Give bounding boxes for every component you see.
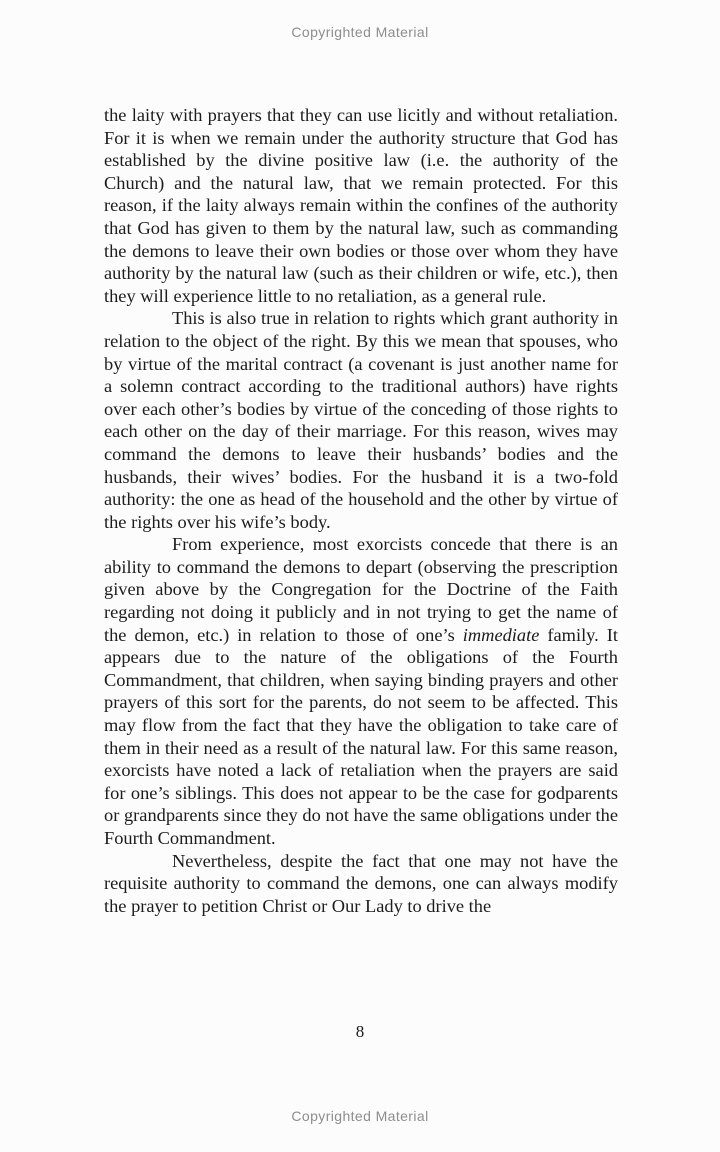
copyright-notice-top: Copyrighted Material — [291, 24, 429, 40]
page-number: 8 — [355, 1022, 365, 1041]
paragraph-3-italic-word: immediate — [462, 624, 540, 645]
paragraph-4: Nevertheless, despite the fact that one may not have the requisite authority to command the demons, one can always modify the prayer to petition Christ or Our Lady to drive the — [104, 850, 618, 916]
copyright-notice-bottom: Copyrighted Material — [291, 1108, 429, 1124]
paragraph-1: the laity with prayers that they can use licitly and without retaliation. For it is when we remain under the authority structure that God has established by the divine positive law (i.e. the authority of the Church) and the natural law, that we remain protected. For this reason, if the laity always remain within the confines of the authority that God has given to them by the natural law, such as commanding the demons to leave their own bodies or those over whom they have authority by the natural law (such as their children or wife, etc.), then they will experience little to no retaliation, as a general rule. — [104, 105, 618, 306]
paragraph-3-text-after-italic: family. It appears due to the nature of the obligations of the Fourth Commandment, that children, when saying binding prayers and other prayers of this sort for the parents, do not seem to be affected. This may flow from the fact that they have the obligation to take care of them in their need as a result of the natural law. For this same reason, exorcists have noted a lack of retaliation when the prayers are said for one’s siblings. This does not appear to be the case for godparents or grandparents since they do not have the same obligations under the Fourth Commandment. — [104, 624, 618, 848]
paragraph-3-text-before-italic: From experience, most exorcists concede that there is an ability to command the demons to depart (observing the prescription given above by the Congregation for the Doctrine of the Faith regarding not doing it publicly and in not trying to get the name of the demon, etc.) in relation to those of one’s — [104, 534, 618, 645]
paragraph-3 — [104, 533, 618, 849]
paragraph-2: This is also true in relation to rights which grant authority in relation to the object of the right. By this we mean that spouses, who by virtue of the marital contract (a covenant is just another name for a solemn contract according to the traditional authors) have rights over each other’s bodies by virtue of the conceding of those rights to each other on the day of their marriage. For this reason, wives may command the demons to leave their husbands’ bodies and the husbands, their wives’ bodies. For the husband it is a two-fold authority: the one as head of the household and the other by virtue of the rights over his wife’s body. — [104, 308, 618, 532]
page-text — [104, 104, 618, 917]
